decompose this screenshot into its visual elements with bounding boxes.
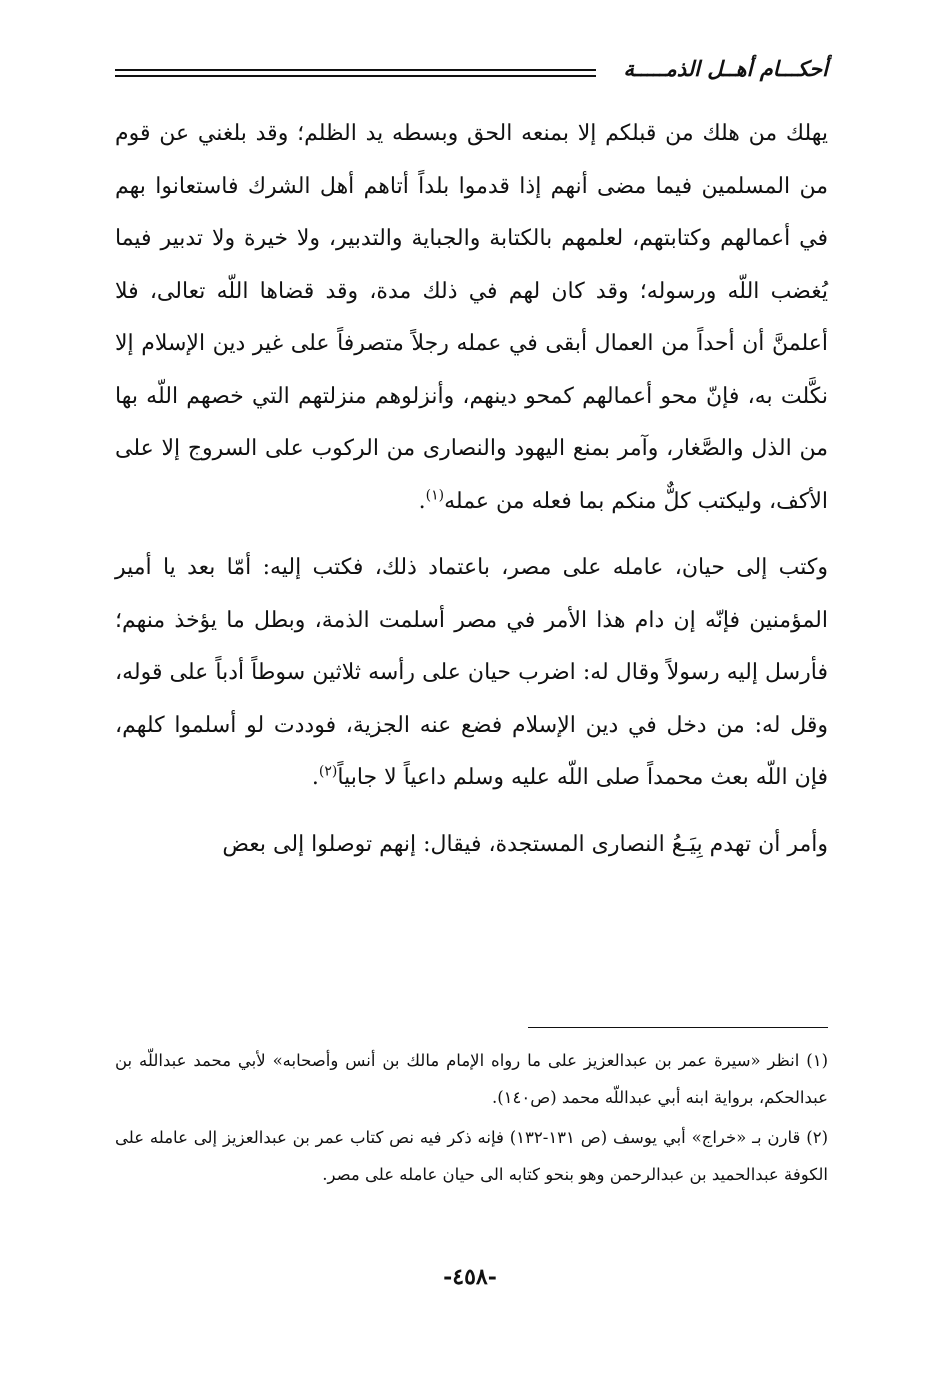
paragraph-text: يهلك من هلك من قبلكم إلا بمنعه الحق وبسطه يد الظلم؛ وقد بلغني عن قوم من المسلمين فيما مضى أنهم إذا قدموا بلداً أتاهم أهل الشرك فاستعانوا بهم في أعمالهم وكتابتهم، لعلمهم بالكتابة والجباية والتدبير، ولا خيرة ولا تدبير فيما يُغضب اللّه ورسوله؛ وقد كان لهم في ذلك مدة، وقد قضاها اللّه تعالى، فلا أعلمنَّ أن أحداً من العمال أبقى في عمله رجلاً متصرفاً على غير دين الإسلام إلا نكَّلت به، فإنّ محو أعمالهم كمحو دينهم، وأنزلوهم منزلتهم التي خصهم اللّه بها من الذل والصَّغار، وآمر بمنع اليهود والنصارى من الركوب على السروج إلا على الأكف، وليكتب كلٌّ منكم بما فعله من عمله bbox=[115, 121, 828, 514]
paragraph-text: وأمر أن تهدم بِيَـعُ النصارى المستجدة، فيقال: إنهم توصلوا إلى بعض bbox=[222, 831, 828, 857]
running-title: أحكـــام أهــل الذمـــــة bbox=[613, 56, 828, 81]
paragraph-end: . bbox=[418, 488, 426, 514]
footnote-2: (٢) قارن بـ «خراج» أبي يوسف (ص ١٣١-١٣٢) فإنه ذكر فيه نص كتاب عمر بن عبدالعزيز إلى عامله على الكوفة عبدالحميد بن عبدالرحمن وهو بنحو كتابه الى حيان عامله على مصر. bbox=[115, 1128, 828, 1184]
page-number: -٤٥٨- bbox=[443, 1264, 497, 1290]
running-header bbox=[115, 50, 828, 90]
paragraph-2 bbox=[115, 542, 828, 805]
footnote-reference: (٢) bbox=[318, 763, 338, 780]
paragraph-1 bbox=[115, 108, 828, 528]
header-double-rule bbox=[115, 69, 596, 77]
footnotes bbox=[115, 1042, 828, 1196]
paragraph-end: . bbox=[311, 765, 319, 790]
footnote-separator bbox=[528, 1027, 828, 1028]
paragraph-text: وكتب إلى حيان، عامله على مصر، باعتماد ذلك، فكتب إليه: أمّا بعد يا أمير المؤمنين فإنّه إن دام هذا الأمر في مصر أسلمت الذمة، وبطل ما يؤخذ منهم؛ فأرسل إليه رسولاً وقال له: اضرب حيان على رأسه ثلاثين سوطاً أدباً على قوله، وقل له: من دخل في دين الإسلام فضع عنه الجزية، فوددت لو أسلموا كلهم، فإن اللّه بعث محمداً صلى اللّه عليه وسلم داعياً لا جابياً bbox=[115, 555, 829, 790]
main-text bbox=[115, 108, 828, 871]
footnote-reference: (١) bbox=[425, 487, 445, 504]
paragraph-3 bbox=[115, 819, 828, 872]
footnote-1: (١) انظر «سيرة عمر بن عبدالعزيز على ما رواه الإمام مالك بن أنس وأصحابه» لأبي محمد عبداللّه بن عبدالحكم، برواية ابنه أبي عبداللّه محمد (ص١٤٠). bbox=[115, 1051, 828, 1107]
